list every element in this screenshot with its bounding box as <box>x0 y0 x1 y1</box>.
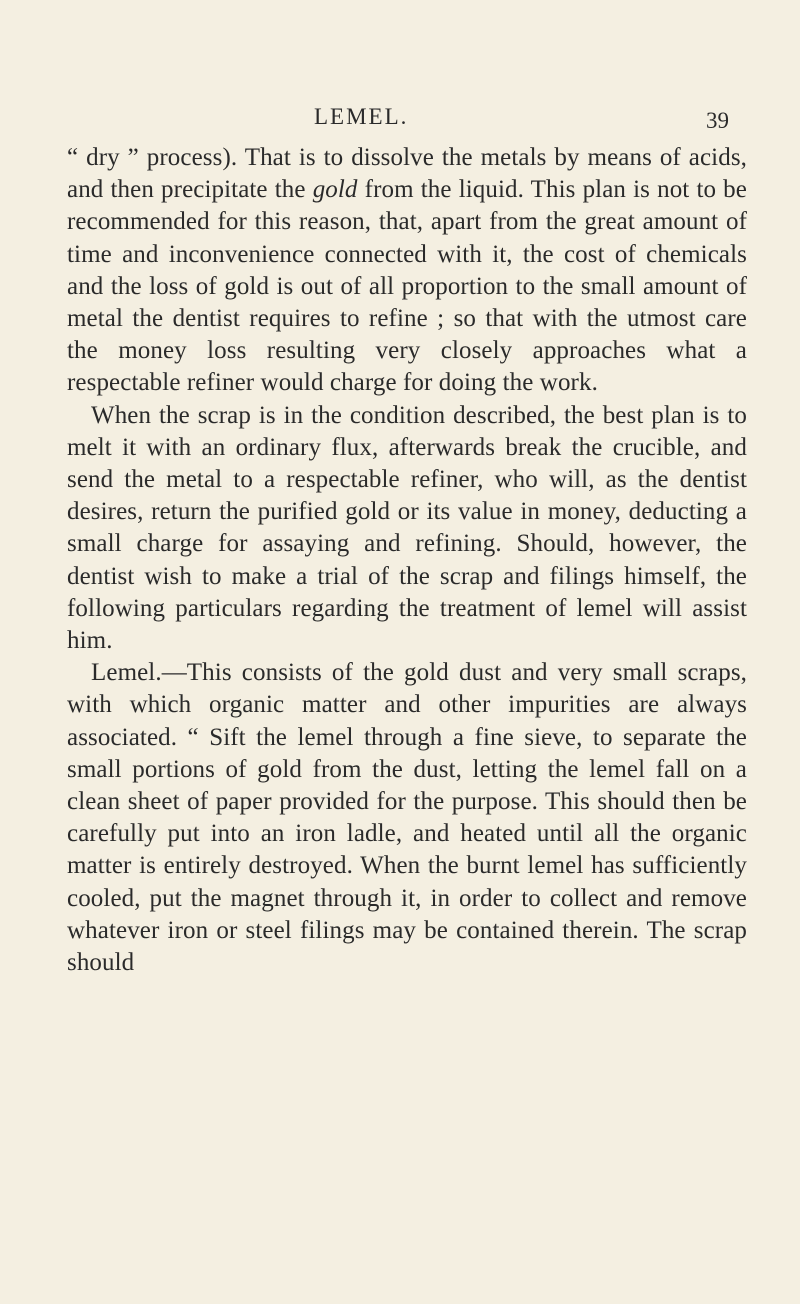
paragraph-1 <box>67 142 747 400</box>
paragraph-1-end: from the liquid. This plan is not to be recommended for this reason, that, apart from the great amount of time and inconvenience connected with it, the cost of chemicals and the loss of gold is out of all proportion to the small amount of metal the dentist requires to refine ; so that with the utmost care the money loss resulting very closely approaches what a respectable refiner would charge for doing the work. <box>67 176 747 397</box>
paragraph-1-start: “ dry ” process). That is to dissolve the metals by means of acids, and then precipitate the <box>67 144 747 204</box>
italic-word-gold: gold <box>312 176 358 204</box>
body-text <box>67 142 747 979</box>
paragraph-3: Lemel.—This consists of the gold dust and very small scraps, with which organic matter and other impurities are always associated. “ Sift the lemel through a fine sieve, to separate the small portions of gold from the dust, letting the lemel fall on a clean sheet of paper provided for the purpose. This should then be carefully put into an iron ladle, and heated until all the organic matter is entirely destroyed. When the burnt lemel has sufficiently cooled, put the magnet through it, in order to collect and remove whatever iron or steel filings may be contained therein. The scrap should <box>67 659 747 977</box>
paragraph-2: When the scrap is in the condition described, the best plan is to melt it with an ordinary flux, afterwards break the crucible, and send the metal to a respectable refiner, who will, as the dentist desires, return the purified gold or its value in money, deducting a small charge for assaying and refining. Should, however, the dentist wish to make a trial of the scrap and filings himself, the following particulars regarding the treatment of lemel will assist him. <box>67 401 747 655</box>
running-head <box>0 104 800 138</box>
page-number: 39 <box>706 108 729 133</box>
running-title: LEMEL. <box>314 104 409 129</box>
